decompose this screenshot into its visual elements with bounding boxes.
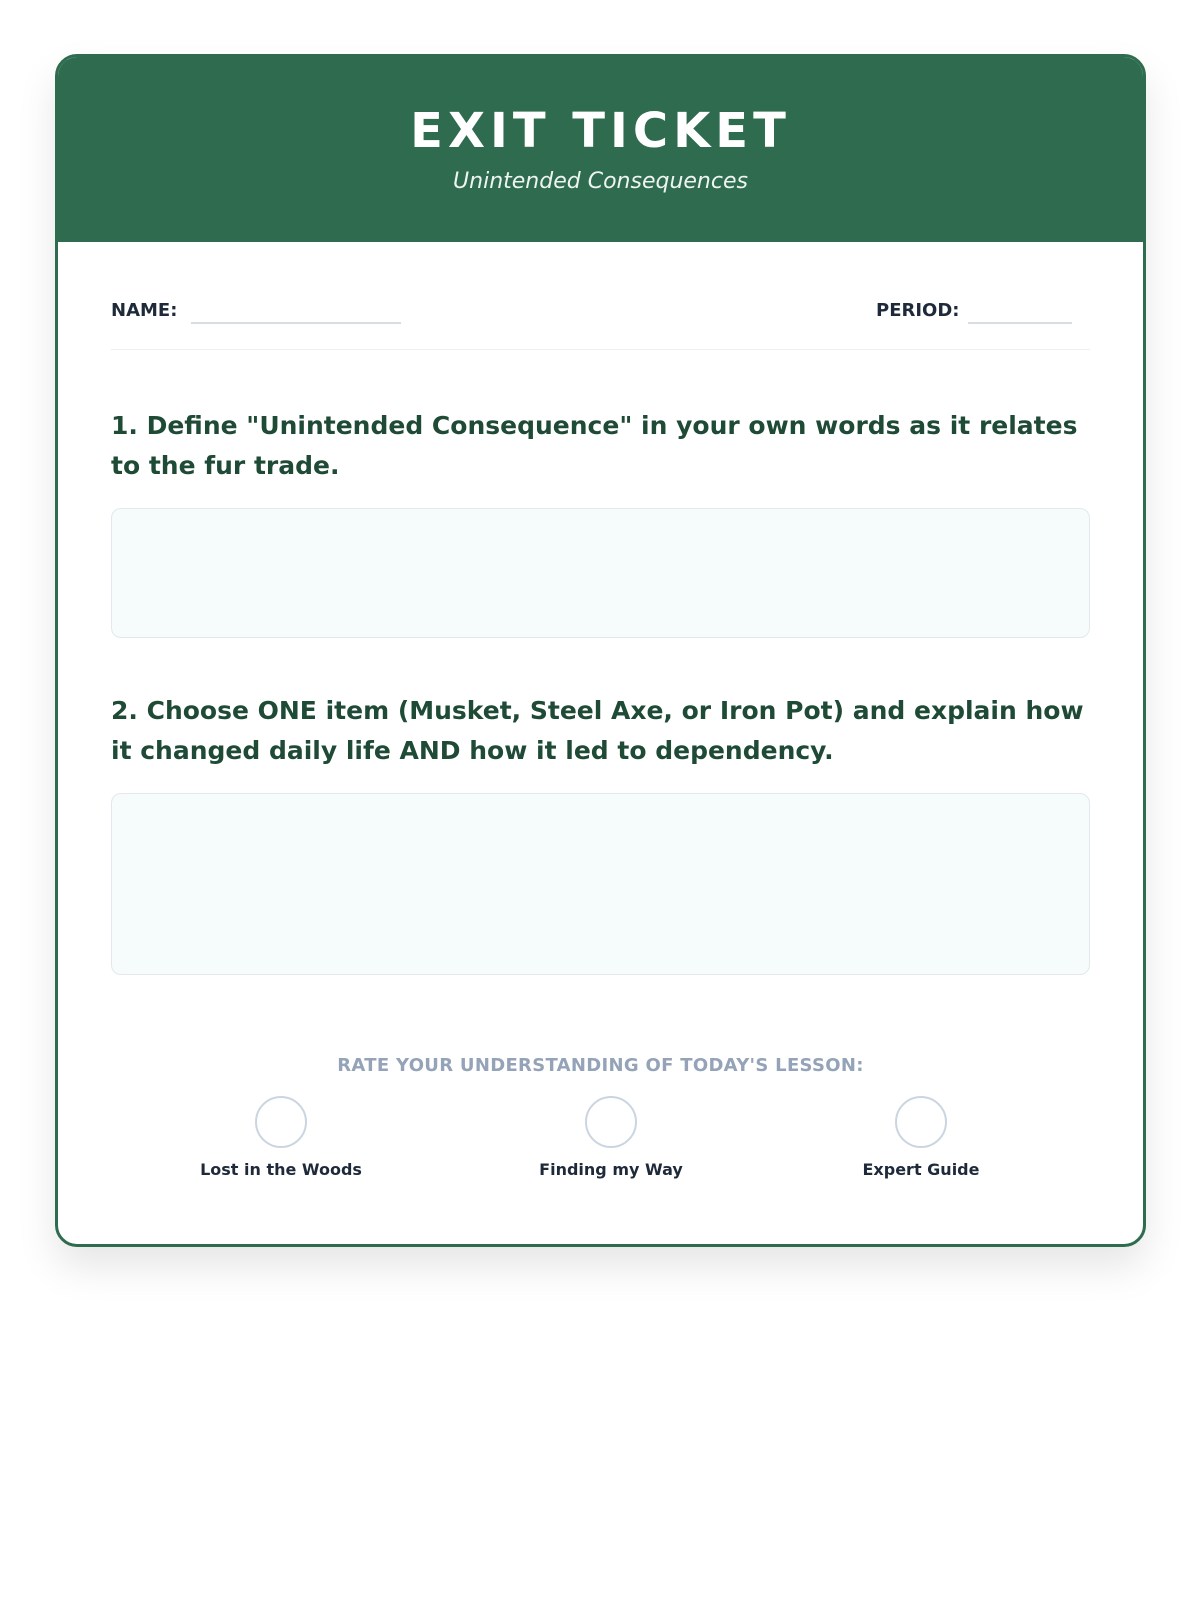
rating-options: [111, 1096, 1090, 1196]
rating-radio-circle[interactable]: [895, 1096, 947, 1148]
question-1-answer-box[interactable]: [111, 508, 1090, 638]
exit-ticket-card: [55, 54, 1146, 1247]
ticket-title: EXIT TICKET: [410, 103, 791, 159]
period-field[interactable]: [968, 322, 1072, 324]
rating-option-expert-guide[interactable]: [821, 1096, 1021, 1179]
ticket-subtitle: Unintended Consequences: [453, 169, 748, 194]
rating-option-label: Finding my Way: [539, 1160, 683, 1179]
rating-option-finding-my-way[interactable]: [511, 1096, 711, 1179]
rating-title: RATE YOUR UNDERSTANDING OF TODAY'S LESSON:: [337, 1055, 864, 1076]
rating-radio-circle[interactable]: [585, 1096, 637, 1148]
rating-option-label: Expert Guide: [862, 1160, 980, 1179]
question-1-text: 1. Define "Unintended Consequence" in your own words as it relates to the fur trade.: [111, 411, 1078, 480]
name-field[interactable]: [191, 322, 401, 324]
rating-option-lost-in-the-woods[interactable]: [181, 1096, 381, 1179]
rating-radio-circle[interactable]: [255, 1096, 307, 1148]
question-2-answer-box[interactable]: [111, 793, 1090, 975]
name-label: NAME:: [111, 300, 178, 321]
student-info-row: [111, 242, 1090, 350]
rating-option-label: Lost in the Woods: [200, 1160, 362, 1179]
question-2-text: 2. Choose ONE item (Musket, Steel Axe, or Iron Pot) and explain how it changed daily life AND how it led to dependency.: [111, 696, 1084, 765]
ticket-header: [58, 57, 1143, 242]
ticket-body: [58, 242, 1143, 1196]
period-label: PERIOD:: [876, 300, 960, 321]
